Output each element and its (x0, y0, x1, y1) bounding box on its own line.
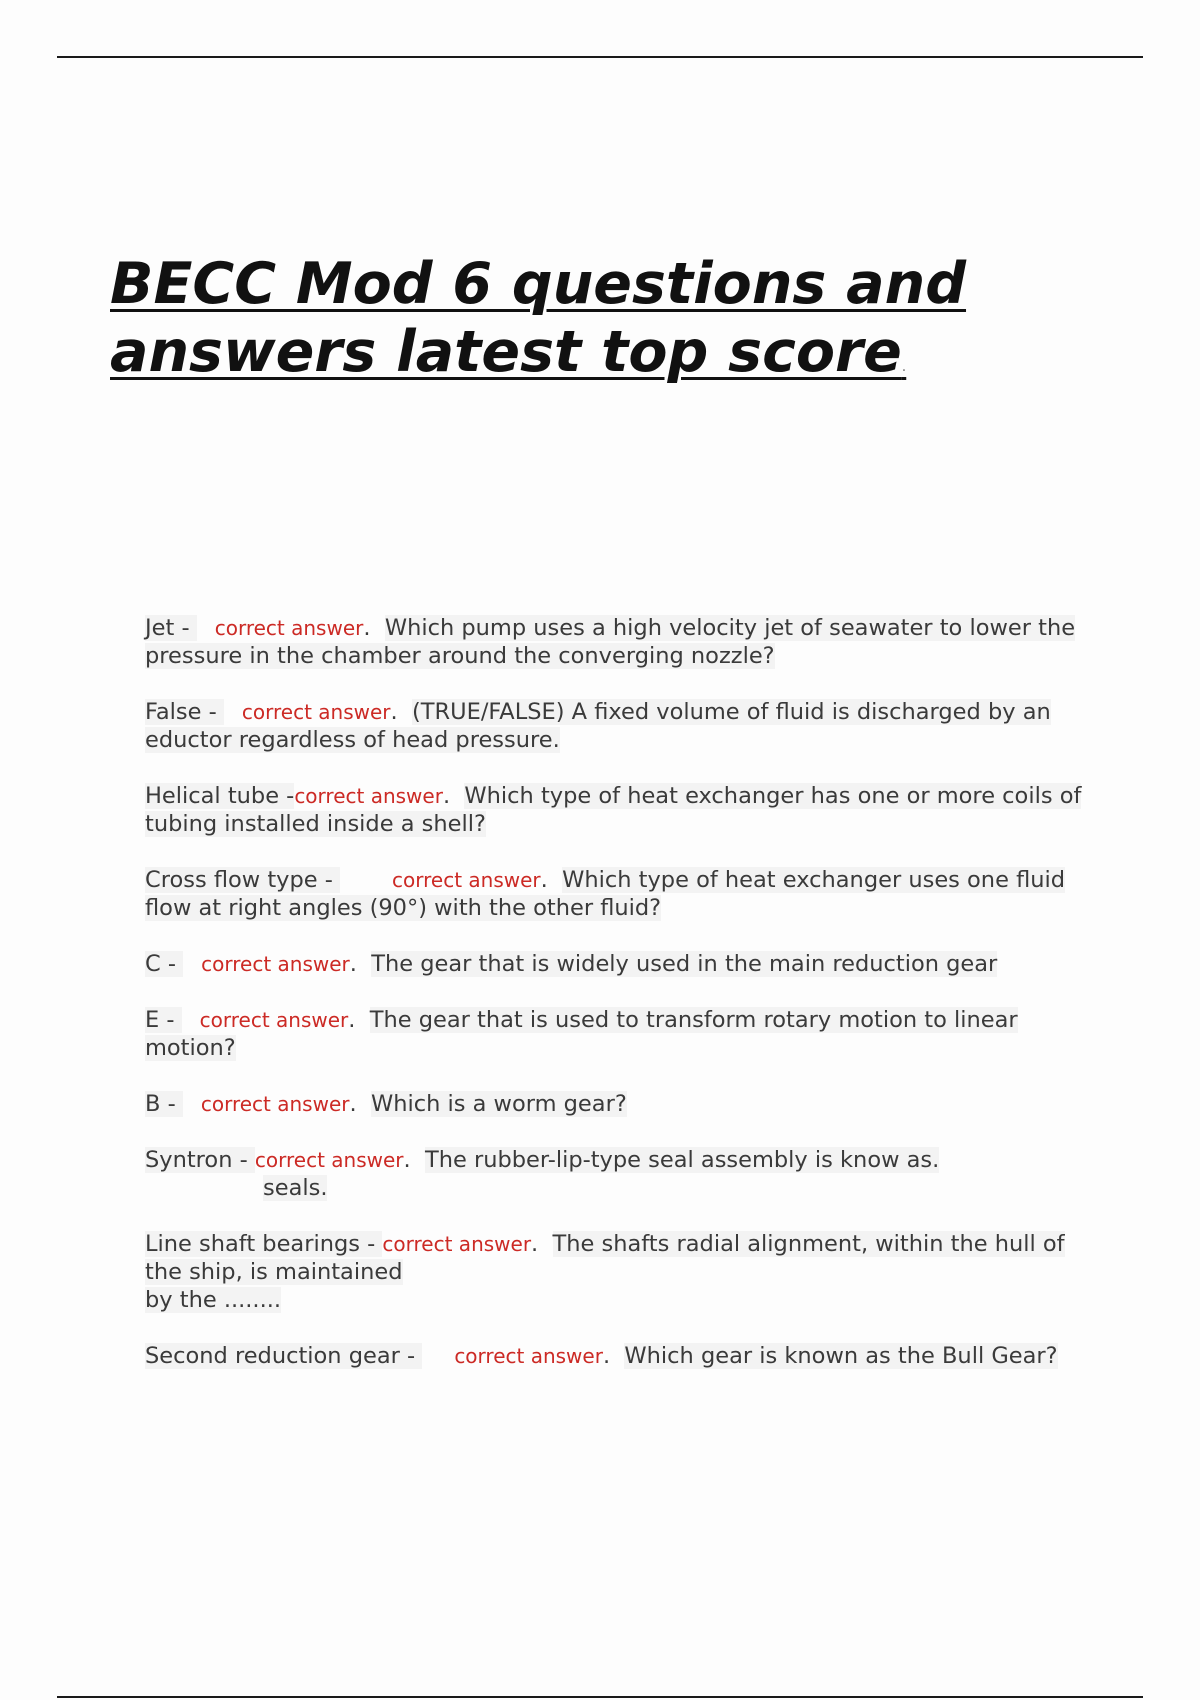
title-trailing-dot: . (901, 359, 907, 375)
question-text: (TRUE/FALSE) A fixed volume of fluid is discharged by an eductor regardless of head pressure. (145, 699, 1051, 753)
question-text: The rubber-lip-type seal assembly is know as. (424, 1147, 940, 1173)
question-text: Which type of heat exchanger uses one fluid flow at right angles (90°) with the other fluid? (145, 867, 1066, 921)
correct-answer-marker: correct answer (201, 952, 350, 976)
question-continuation: seals. (263, 1175, 328, 1201)
bottom-rule (57, 1696, 1143, 1698)
answer-text: False - (145, 699, 224, 725)
question-text: The gear that is widely used in the main reduction gear (371, 951, 998, 977)
qa-item: B - correct answer. Which is a worm gear? (145, 1091, 627, 1117)
document-title (110, 250, 1110, 401)
correct-answer-marker: correct answer (382, 1232, 532, 1256)
qa-item: False - correct answer. (TRUE/FALSE) A fixed volume of fluid is discharged by an eductor regardless of head pressure. (145, 699, 1051, 753)
qa-item: C - correct answer. The gear that is widely used in the main reduction gear (145, 951, 998, 977)
answer-text: Cross flow type - (145, 867, 341, 893)
qa-item: Syntron - correct answer. The rubber-lip-type seal assembly is know as. seals. (145, 1147, 940, 1201)
question-text: Which gear is known as the Bull Gear? (624, 1343, 1058, 1369)
question-text: Which type of heat exchanger has one or more coils of tubing installed inside a shell? (145, 783, 1082, 837)
question-text: The gear that is used to transform rotary motion to linear motion? (145, 1007, 1018, 1061)
question-text: Which pump uses a high velocity jet of seawater to lower the pressure in the chamber around the converging nozzle? (145, 615, 1076, 669)
correct-answer-marker: correct answer (294, 784, 443, 808)
qa-item: Line shaft bearings - correct answer. The shafts radial alignment, within the hull of the ship, is maintained by the ........ (145, 1231, 1065, 1313)
answer-text: Jet - (145, 615, 197, 641)
qa-item: Second reduction gear - correct answer. Which gear is known as the Bull Gear? (145, 1343, 1058, 1369)
answer-text: E - (145, 1007, 182, 1033)
qa-item: Jet - correct answer. Which pump uses a high velocity jet of seawater to lower the pressure in the chamber around the converging nozzle? (145, 615, 1076, 669)
answer-text: B - (145, 1091, 183, 1117)
correct-answer-marker: correct answer (254, 1148, 404, 1172)
qa-item: Cross flow type - correct answer. Which type of heat exchanger uses one fluid flow at right angles (90°) with the other fluid? (145, 867, 1066, 921)
answer-text: Syntron - (145, 1147, 255, 1173)
title-text: BECC Mod 6 questions and answers latest top score (110, 251, 967, 385)
top-rule (57, 56, 1143, 58)
answer-text: C - (145, 951, 184, 977)
correct-answer-marker: correct answer (214, 616, 364, 640)
question-text: Which is a worm gear? (370, 1091, 627, 1117)
correct-answer-marker: correct answer (392, 868, 541, 892)
answer-text: Helical tube - (145, 783, 295, 809)
qa-item: Helical tube -correct answer. Which type of heat exchanger has one or more coils of tubing installed inside a shell? (145, 783, 1082, 837)
qa-list (145, 614, 1105, 1398)
answer-text: Line shaft bearings - (145, 1231, 383, 1257)
question-continuation: by the ........ (145, 1287, 282, 1313)
correct-answer-marker: correct answer (454, 1344, 603, 1368)
answer-text: Second reduction gear - (145, 1343, 423, 1369)
correct-answer-marker: correct answer (241, 700, 391, 724)
qa-item: E - correct answer. The gear that is used to transform rotary motion to linear motion? (145, 1007, 1018, 1061)
question-text: The shafts radial alignment, within the hull of the ship, is maintained (145, 1231, 1065, 1285)
correct-answer-marker: correct answer (199, 1008, 349, 1032)
correct-answer-marker: correct answer (200, 1092, 350, 1116)
